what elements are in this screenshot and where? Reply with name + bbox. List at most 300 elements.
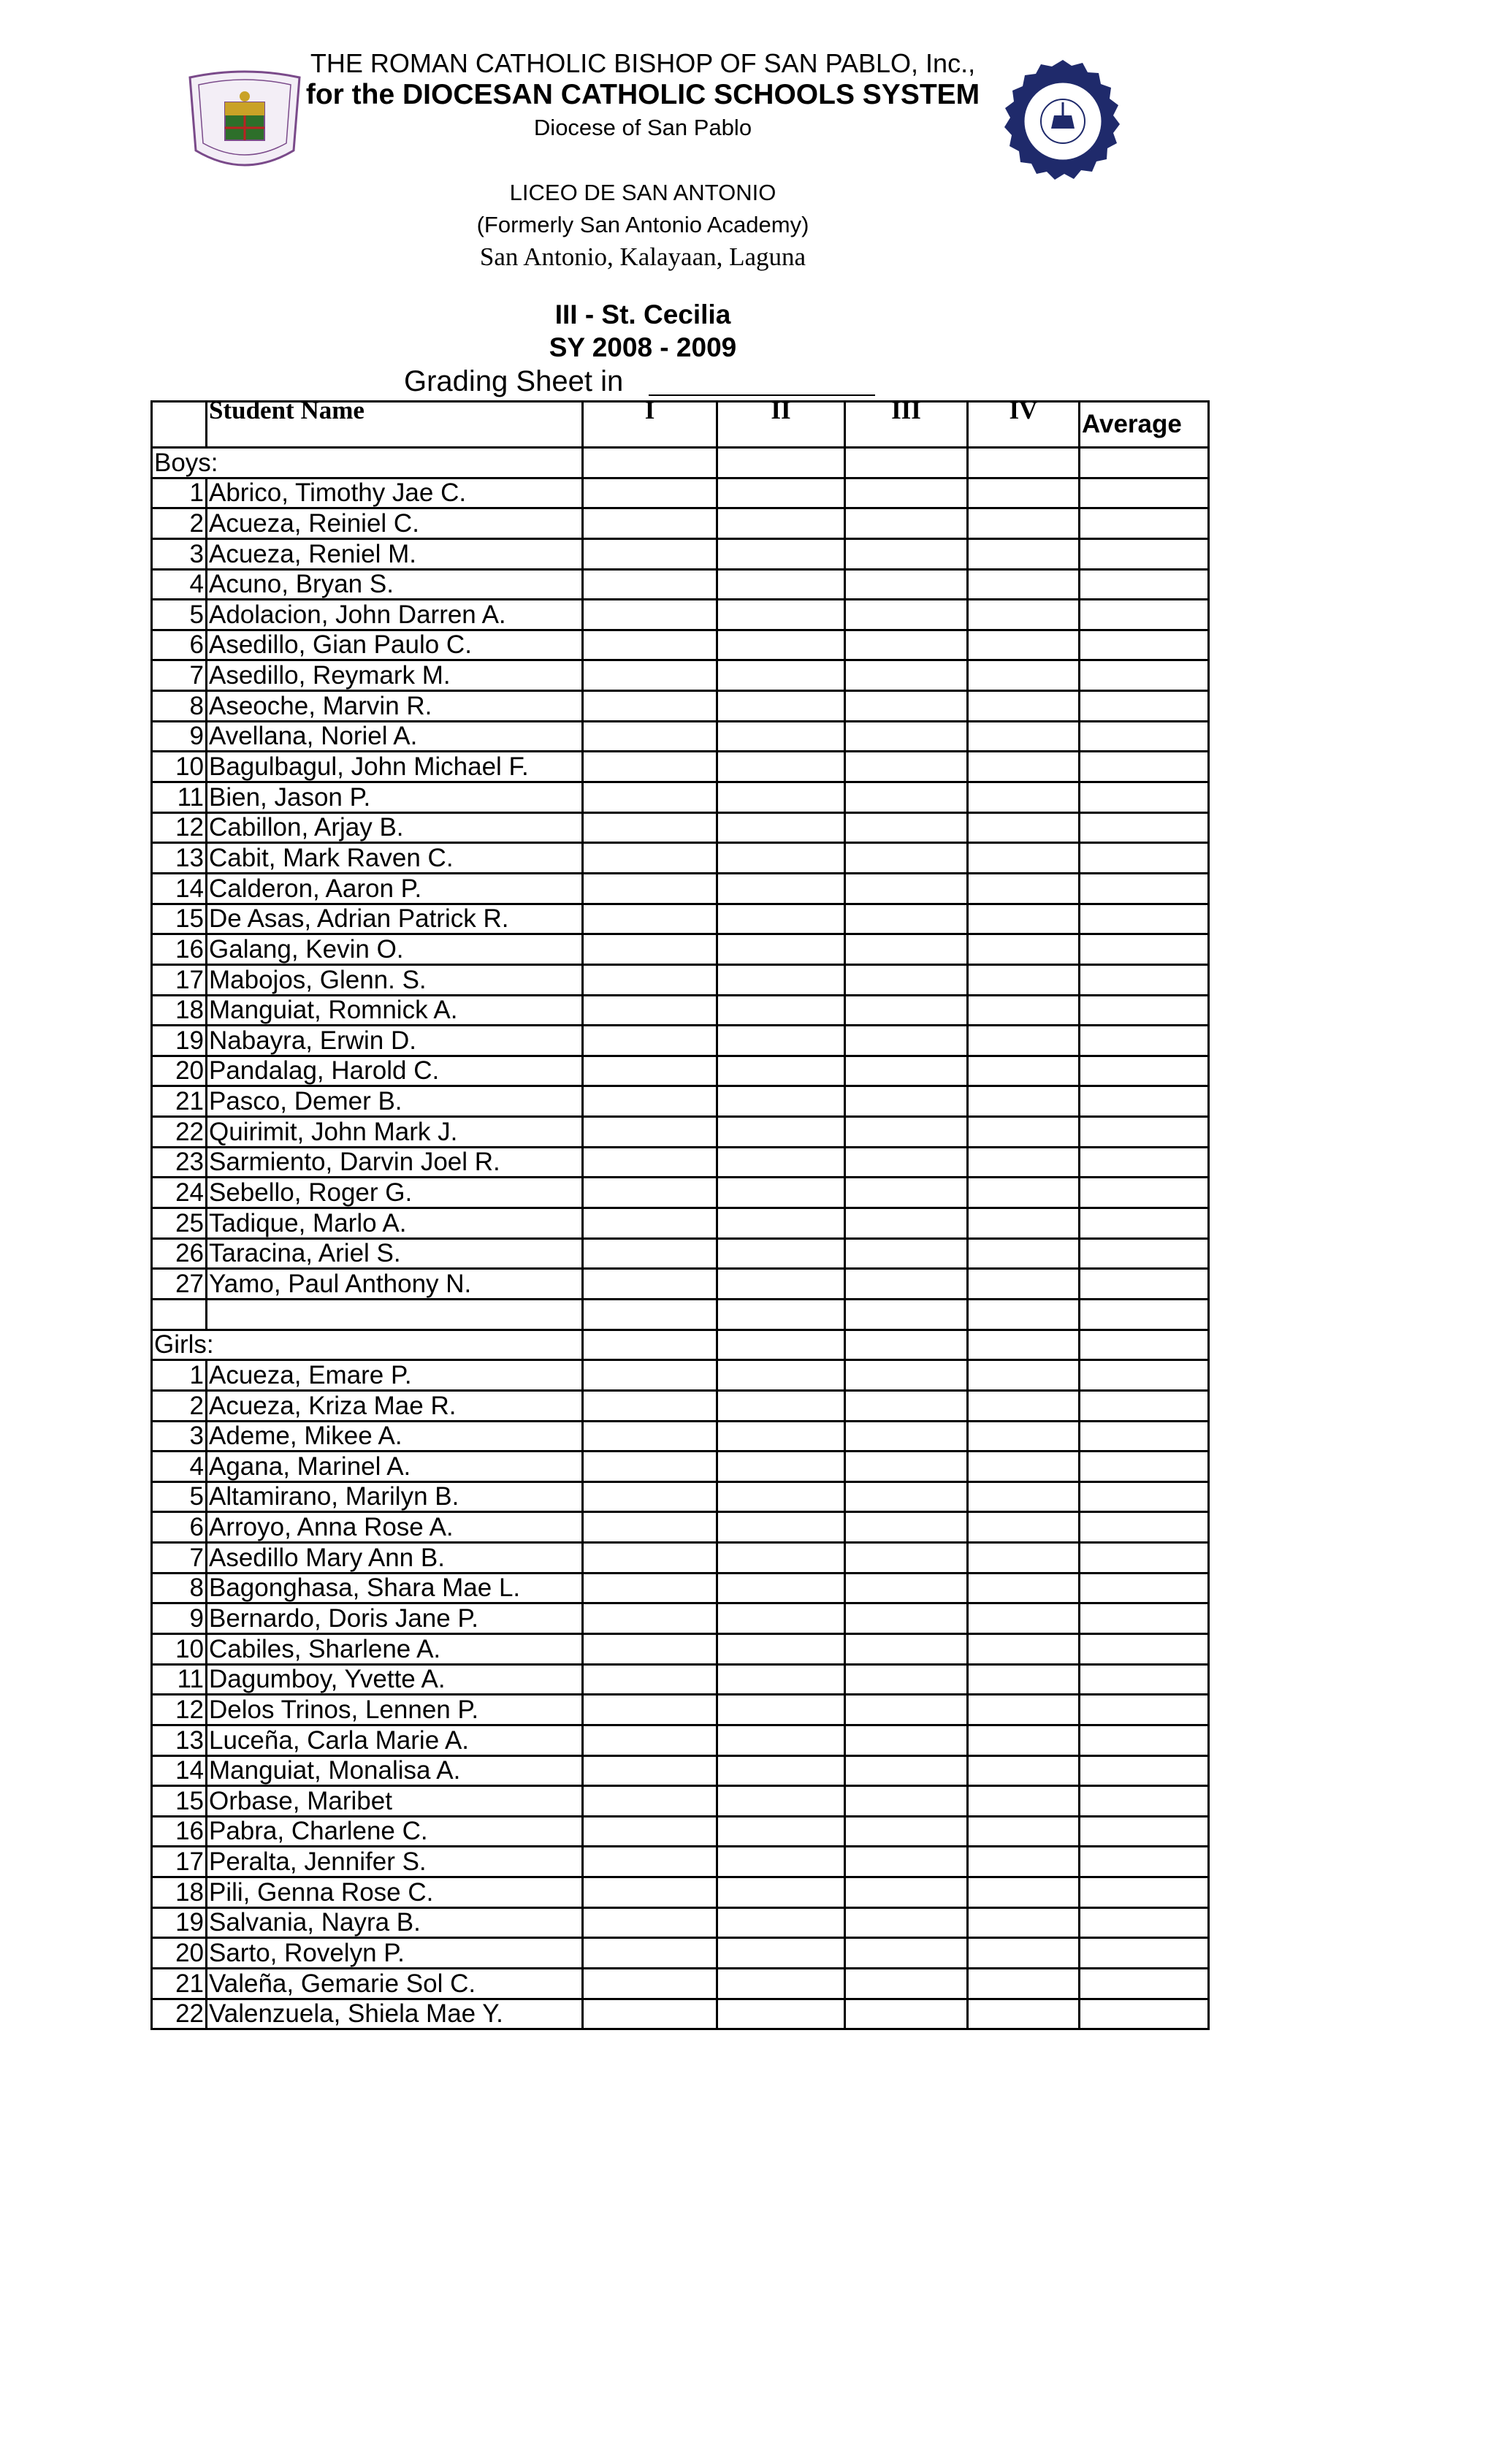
grade-cell-q3[interactable] [845, 1512, 968, 1543]
grade-cell-avg[interactable] [1080, 1816, 1209, 1847]
grade-cell-q3[interactable] [845, 1969, 968, 1999]
student-name: Yamo, Paul Anthony N. [207, 1269, 583, 1300]
grade-cell-avg[interactable] [1080, 904, 1209, 934]
grade-cell-q4[interactable] [968, 1360, 1080, 1391]
grade-cell-avg[interactable] [1080, 873, 1209, 904]
grade-cell-q4[interactable] [968, 1573, 1080, 1603]
grade-cell-q1[interactable] [583, 1999, 717, 2029]
grade-cell-avg[interactable] [1080, 478, 1209, 508]
grade-cell-q1[interactable] [583, 1208, 717, 1239]
grade-cell-q4[interactable] [968, 843, 1080, 874]
grade-cell-q2[interactable] [717, 1755, 845, 1786]
formerly-line: (Formerly San Antonio Academy) [476, 212, 809, 237]
grade-cell-q2[interactable] [717, 660, 845, 691]
grade-cell-q1[interactable] [583, 660, 717, 691]
grade-cell-avg[interactable] [1080, 1999, 1209, 2029]
grade-cell-q4[interactable] [968, 904, 1080, 934]
grade-cell-q4[interactable] [968, 1877, 1080, 1908]
grade-cell-q4[interactable] [968, 1269, 1080, 1300]
grade-cell-avg[interactable] [1080, 812, 1209, 843]
grade-cell-avg[interactable] [1080, 752, 1209, 782]
grade-cell-q3[interactable] [845, 1603, 968, 1634]
grade-cell-q2[interactable] [717, 782, 845, 813]
student-name: Aseoche, Marvin R. [207, 691, 583, 722]
grade-cell-q1[interactable] [583, 1543, 717, 1574]
grade-cell-q2[interactable] [717, 600, 845, 630]
grade-cell-q2[interactable] [717, 1816, 845, 1847]
grade-cell-q2[interactable] [717, 843, 845, 874]
student-name: Manguiat, Romnick A. [207, 995, 583, 1026]
grade-cell-avg[interactable] [1080, 1512, 1209, 1543]
student-name: Galang, Kevin O. [207, 934, 583, 965]
grade-cell-q1[interactable] [583, 1938, 717, 1969]
grade-cell-q4[interactable] [968, 752, 1080, 782]
grade-cell-q4[interactable] [968, 1816, 1080, 1847]
grade-cell-q2 [717, 1330, 845, 1360]
grade-cell-q4[interactable] [968, 1969, 1080, 1999]
grade-cell-q3[interactable] [845, 812, 968, 843]
grade-cell-avg[interactable] [1080, 1907, 1209, 1938]
grade-cell-q2[interactable] [717, 1026, 845, 1056]
grade-cell-q1[interactable] [583, 1452, 717, 1482]
grade-cell-q3[interactable] [845, 1999, 968, 2029]
grade-cell-q4[interactable] [968, 1938, 1080, 1969]
student-name: Orbase, Maribet [207, 1786, 583, 1817]
grade-cell-q2[interactable] [717, 1421, 845, 1452]
student-row [152, 1178, 1209, 1208]
grade-cell-q1[interactable] [583, 569, 717, 600]
grade-cell-q4[interactable] [968, 1907, 1080, 1938]
student-number: 24 [152, 1178, 207, 1208]
grade-cell-q3[interactable] [845, 1877, 968, 1908]
grade-cell-q4[interactable] [968, 1543, 1080, 1574]
grade-cell-q2[interactable] [717, 1512, 845, 1543]
grade-cell-avg[interactable] [1080, 1847, 1209, 1877]
grade-cell-q3[interactable] [845, 995, 968, 1026]
grade-cell-avg[interactable] [1080, 630, 1209, 660]
grade-cell-avg[interactable] [1080, 843, 1209, 874]
grade-cell-q1 [583, 1330, 717, 1360]
blank-cell [207, 1299, 583, 1330]
grade-cell-avg[interactable] [1080, 660, 1209, 691]
grade-cell-q1[interactable] [583, 782, 717, 813]
grade-cell-q1[interactable] [583, 1178, 717, 1208]
grade-cell-q3[interactable] [845, 1907, 968, 1938]
grade-cell-q3[interactable] [845, 873, 968, 904]
grade-cell-q1[interactable] [583, 1390, 717, 1421]
student-row [152, 1208, 1209, 1239]
grade-cell-q2[interactable] [717, 1452, 845, 1482]
grade-cell-q1[interactable] [583, 1238, 717, 1269]
grade-cell-q1[interactable] [583, 1147, 717, 1178]
grade-cell-q2[interactable] [717, 1877, 845, 1908]
grade-cell-q3[interactable] [845, 478, 968, 508]
grade-cell-q4[interactable] [968, 600, 1080, 630]
grade-cell-avg[interactable] [1080, 600, 1209, 630]
grade-cell-q2[interactable] [717, 1695, 845, 1725]
grade-cell-q2[interactable] [717, 721, 845, 752]
grade-cell-q4[interactable] [968, 1725, 1080, 1755]
grade-cell-q4[interactable] [968, 873, 1080, 904]
grade-cell-q3[interactable] [845, 752, 968, 782]
grade-cell-q4[interactable] [968, 782, 1080, 813]
owner-line: THE ROMAN CATHOLIC BISHOP OF SAN PABLO, Inc., [310, 48, 976, 78]
student-number: 6 [152, 630, 207, 660]
grade-cell-avg[interactable] [1080, 721, 1209, 752]
grade-cell-avg[interactable] [1080, 1056, 1209, 1086]
grade-cell-q4[interactable] [968, 1847, 1080, 1877]
student-number: 12 [152, 812, 207, 843]
grade-cell-q3[interactable] [845, 1178, 968, 1208]
grade-cell-avg[interactable] [1080, 1938, 1209, 1969]
student-row [152, 691, 1209, 722]
grade-cell-q1[interactable] [583, 1695, 717, 1725]
grade-cell-q4[interactable] [968, 964, 1080, 995]
grade-cell-q1[interactable] [583, 1725, 717, 1755]
grade-cell-q2[interactable] [717, 812, 845, 843]
grade-cell-q2[interactable] [717, 1603, 845, 1634]
grade-cell-q3[interactable] [845, 1238, 968, 1269]
grade-cell-q1[interactable] [583, 1117, 717, 1148]
grade-cell-q2[interactable] [717, 1056, 845, 1086]
student-row [152, 1938, 1209, 1969]
student-name: Sarto, Rovelyn P. [207, 1938, 583, 1969]
grade-cell-q3[interactable] [845, 1390, 968, 1421]
grade-cell-q4[interactable] [968, 1421, 1080, 1452]
student-number: 18 [152, 1877, 207, 1908]
grade-cell-q2[interactable] [717, 904, 845, 934]
grade-cell-avg[interactable] [1080, 964, 1209, 995]
grade-cell-avg [1080, 1330, 1209, 1360]
student-row [152, 1816, 1209, 1847]
grade-cell-q4[interactable] [968, 1481, 1080, 1512]
grade-cell-q4[interactable] [968, 1238, 1080, 1269]
grade-cell-avg[interactable] [1080, 1178, 1209, 1208]
student-row [152, 478, 1209, 508]
grade-cell-q1[interactable] [583, 873, 717, 904]
grade-cell-q1[interactable] [583, 934, 717, 965]
grade-cell-avg[interactable] [1080, 538, 1209, 569]
grade-cell-q2[interactable] [717, 569, 845, 600]
grade-cell-q4[interactable] [968, 1086, 1080, 1117]
grade-cell-q2[interactable] [717, 1938, 845, 1969]
grade-cell-q2[interactable] [717, 1847, 845, 1877]
grade-cell-avg[interactable] [1080, 1421, 1209, 1452]
grade-cell-q3[interactable] [845, 1360, 968, 1391]
student-name: Pili, Genna Rose C. [207, 1877, 583, 1908]
grade-cell-q4[interactable] [968, 1512, 1080, 1543]
grade-cell-q4[interactable] [968, 812, 1080, 843]
blank-cell [845, 1299, 968, 1330]
grade-cell-q3[interactable] [845, 1117, 968, 1148]
grade-cell-q3[interactable] [845, 1208, 968, 1239]
grade-cell-q2[interactable] [717, 1208, 845, 1239]
grade-cell-q4[interactable] [968, 1695, 1080, 1725]
grade-cell-avg[interactable] [1080, 1238, 1209, 1269]
grade-cell-q3[interactable] [845, 934, 968, 965]
grade-cell-q1[interactable] [583, 1755, 717, 1786]
grade-cell-q4[interactable] [968, 1452, 1080, 1482]
grade-cell-q4 [968, 1330, 1080, 1360]
grade-cell-q2[interactable] [717, 934, 845, 965]
grade-cell-avg[interactable] [1080, 1603, 1209, 1634]
student-row [152, 1026, 1209, 1056]
grade-cell-q2[interactable] [717, 1117, 845, 1148]
grade-cell-q1[interactable] [583, 538, 717, 569]
grade-cell-q2[interactable] [717, 1999, 845, 2029]
grade-cell-avg[interactable] [1080, 1086, 1209, 1117]
student-name: Asedillo Mary Ann B. [207, 1543, 583, 1574]
grade-cell-avg[interactable] [1080, 691, 1209, 722]
grade-cell-q2[interactable] [717, 1086, 845, 1117]
address-line: San Antonio, Kalayaan, Laguna [479, 243, 806, 271]
grade-cell-q3[interactable] [845, 1725, 968, 1755]
student-name: Arroyo, Anna Rose A. [207, 1512, 583, 1543]
grade-cell-q1[interactable] [583, 752, 717, 782]
grade-cell-avg[interactable] [1080, 1390, 1209, 1421]
grade-cell-q4[interactable] [968, 508, 1080, 539]
grade-cell-q2[interactable] [717, 630, 845, 660]
grade-cell-q1[interactable] [583, 1603, 717, 1634]
grade-cell-q4[interactable] [968, 1633, 1080, 1664]
grade-cell-q4[interactable] [968, 660, 1080, 691]
grade-cell-q1[interactable] [583, 1481, 717, 1512]
grade-cell-avg[interactable] [1080, 1117, 1209, 1148]
grade-cell-avg[interactable] [1080, 569, 1209, 600]
grade-cell-q1[interactable] [583, 1573, 717, 1603]
grade-cell-q3[interactable] [845, 1543, 968, 1574]
grade-cell-q1[interactable] [583, 600, 717, 630]
grade-cell-q3[interactable] [845, 1786, 968, 1817]
grade-cell-q1[interactable] [583, 1969, 717, 1999]
grade-cell-q1[interactable] [583, 1421, 717, 1452]
grade-cell-q4[interactable] [968, 1999, 1080, 2029]
grade-cell-q3[interactable] [845, 1086, 968, 1117]
grade-cell-q1[interactable] [583, 1269, 717, 1300]
grade-cell-q3[interactable] [845, 964, 968, 995]
grade-cell-q3[interactable] [845, 569, 968, 600]
grade-cell-q3[interactable] [845, 1421, 968, 1452]
grade-cell-q1[interactable] [583, 1360, 717, 1391]
grade-cell-avg[interactable] [1080, 508, 1209, 539]
grade-cell-q3[interactable] [845, 1633, 968, 1664]
blank-cell [583, 1299, 717, 1330]
grade-cell-q3[interactable] [845, 1147, 968, 1178]
grade-cell-q1[interactable] [583, 995, 717, 1026]
grade-cell-q4[interactable] [968, 995, 1080, 1026]
grade-cell-q1[interactable] [583, 691, 717, 722]
grade-cell-avg[interactable] [1080, 782, 1209, 813]
grade-cell-q3[interactable] [845, 1573, 968, 1603]
grade-cell-avg[interactable] [1080, 1573, 1209, 1603]
grade-cell-q4[interactable] [968, 1603, 1080, 1634]
grade-cell-q2[interactable] [717, 873, 845, 904]
grade-cell-q2[interactable] [717, 1725, 845, 1755]
grade-cell-q2[interactable] [717, 1786, 845, 1817]
grade-cell-avg[interactable] [1080, 1725, 1209, 1755]
grade-cell-q2[interactable] [717, 1573, 845, 1603]
grade-cell-avg[interactable] [1080, 1026, 1209, 1056]
grade-cell-q1[interactable] [583, 1907, 717, 1938]
grade-cell-q4[interactable] [968, 478, 1080, 508]
grade-cell-q4[interactable] [968, 1786, 1080, 1817]
grade-cell-q4[interactable] [968, 1117, 1080, 1148]
grade-cell-q3[interactable] [845, 600, 968, 630]
grade-cell-q2[interactable] [717, 1633, 845, 1664]
student-number: 11 [152, 782, 207, 813]
grade-cell-q1[interactable] [583, 1086, 717, 1117]
grade-cell-q4[interactable] [968, 1147, 1080, 1178]
grade-cell-q2[interactable] [717, 1269, 845, 1300]
student-name: Manguiat, Monalisa A. [207, 1755, 583, 1786]
school-year: SY 2008 - 2009 [549, 332, 737, 362]
grade-cell-q1[interactable] [583, 508, 717, 539]
grade-cell-q3[interactable] [845, 1664, 968, 1695]
grade-cell-avg[interactable] [1080, 1877, 1209, 1908]
grade-cell-q4[interactable] [968, 1208, 1080, 1239]
student-row [152, 752, 1209, 782]
student-name: Abrico, Timothy Jae C. [207, 478, 583, 508]
grade-cell-q1[interactable] [583, 1633, 717, 1664]
student-number: 22 [152, 1999, 207, 2029]
student-row [152, 1056, 1209, 1086]
grade-cell-q3[interactable] [845, 721, 968, 752]
header-average: Average [1080, 402, 1209, 448]
grade-cell-q2[interactable] [717, 1664, 845, 1695]
grade-cell-q3[interactable] [845, 1816, 968, 1847]
grade-cell-q3[interactable] [845, 538, 968, 569]
grade-cell-avg[interactable] [1080, 1755, 1209, 1786]
grade-cell-q2[interactable] [717, 1543, 845, 1574]
student-name: Asedillo, Gian Paulo C. [207, 630, 583, 660]
grade-cell-q3[interactable] [845, 904, 968, 934]
grade-cell-q2[interactable] [717, 1969, 845, 1999]
grade-cell-q3[interactable] [845, 1481, 968, 1512]
student-name: Altamirano, Marilyn B. [207, 1481, 583, 1512]
grade-cell-q3[interactable] [845, 782, 968, 813]
grade-cell-avg[interactable] [1080, 1208, 1209, 1239]
grade-cell-q1[interactable] [583, 1056, 717, 1086]
grade-cell-q4[interactable] [968, 1026, 1080, 1056]
grade-cell-q1[interactable] [583, 1877, 717, 1908]
grade-cell-q2[interactable] [717, 752, 845, 782]
grade-cell-q1[interactable] [583, 812, 717, 843]
grade-cell-q3[interactable] [845, 1755, 968, 1786]
grade-cell-q2[interactable] [717, 1390, 845, 1421]
grade-cell-q4[interactable] [968, 691, 1080, 722]
grade-cell-q4[interactable] [968, 721, 1080, 752]
student-number: 3 [152, 538, 207, 569]
grade-cell-q2[interactable] [717, 1481, 845, 1512]
grade-cell-q4[interactable] [968, 1178, 1080, 1208]
grade-cell-q4[interactable] [968, 538, 1080, 569]
grade-cell-q3[interactable] [845, 1452, 968, 1482]
grade-cell-q2[interactable] [717, 964, 845, 995]
boys-label-cell: Boys: [152, 448, 583, 478]
grade-cell-q3 [845, 448, 968, 478]
student-row [152, 660, 1209, 691]
grade-cell-q4[interactable] [968, 569, 1080, 600]
grade-cell-q2[interactable] [717, 1238, 845, 1269]
grade-cell-q3[interactable] [845, 660, 968, 691]
student-name: Acueza, Reiniel C. [207, 508, 583, 539]
grade-cell-avg[interactable] [1080, 1664, 1209, 1695]
grade-cell-q3[interactable] [845, 1695, 968, 1725]
grade-cell-q2[interactable] [717, 1178, 845, 1208]
grade-cell-q2[interactable] [717, 478, 845, 508]
grade-cell-q3[interactable] [845, 1847, 968, 1877]
header-row [152, 402, 1209, 448]
grade-cell-q3[interactable] [845, 630, 968, 660]
grade-cell-q1[interactable] [583, 1512, 717, 1543]
grade-cell-q2[interactable] [717, 995, 845, 1026]
grade-cell-avg[interactable] [1080, 1633, 1209, 1664]
system-line: for the DIOCESAN CATHOLIC SCHOOLS SYSTEM [305, 79, 980, 110]
student-row [152, 569, 1209, 600]
grade-cell-q3[interactable] [845, 1056, 968, 1086]
student-name: Pabra, Charlene C. [207, 1816, 583, 1847]
grade-cell-q4[interactable] [968, 1390, 1080, 1421]
grade-cell-avg[interactable] [1080, 1147, 1209, 1178]
header-student-name: Student Name [207, 402, 583, 448]
grade-cell-avg[interactable] [1080, 934, 1209, 965]
grade-cell-avg[interactable] [1080, 1269, 1209, 1300]
grade-cell-q4[interactable] [968, 630, 1080, 660]
grade-cell-avg[interactable] [1080, 1481, 1209, 1512]
grade-cell-q1[interactable] [583, 1664, 717, 1695]
grade-cell-q4[interactable] [968, 934, 1080, 965]
grade-cell-q4[interactable] [968, 1755, 1080, 1786]
grade-cell-avg[interactable] [1080, 1360, 1209, 1391]
grade-cell-q3[interactable] [845, 843, 968, 874]
grade-cell-q1[interactable] [583, 843, 717, 874]
grade-cell-q1[interactable] [583, 964, 717, 995]
grade-cell-avg[interactable] [1080, 1452, 1209, 1482]
grade-cell-q3[interactable] [845, 691, 968, 722]
grade-cell-q2[interactable] [717, 691, 845, 722]
student-row [152, 1633, 1209, 1664]
grade-cell-q1[interactable] [583, 1816, 717, 1847]
grade-cell-q4[interactable] [968, 1664, 1080, 1695]
student-row [152, 538, 1209, 569]
grade-cell-q3[interactable] [845, 1026, 968, 1056]
grade-cell-q1[interactable] [583, 904, 717, 934]
grade-cell-avg[interactable] [1080, 995, 1209, 1026]
grade-cell-q3[interactable] [845, 508, 968, 539]
grade-cell-q3[interactable] [845, 1938, 968, 1969]
student-name: Agana, Marinel A. [207, 1452, 583, 1482]
grade-cell-q3[interactable] [845, 1269, 968, 1300]
grade-cell-q4 [968, 448, 1080, 478]
grade-cell-q1[interactable] [583, 1026, 717, 1056]
grade-cell-avg[interactable] [1080, 1786, 1209, 1817]
grade-cell-q2[interactable] [717, 508, 845, 539]
grade-cell-q4[interactable] [968, 1056, 1080, 1086]
grade-cell-q1[interactable] [583, 1847, 717, 1877]
grade-cell-q2[interactable] [717, 1147, 845, 1178]
grade-cell-avg[interactable] [1080, 1695, 1209, 1725]
grade-cell-q1[interactable] [583, 1786, 717, 1817]
grade-cell-avg[interactable] [1080, 1969, 1209, 1999]
grade-cell-q2[interactable] [717, 1907, 845, 1938]
grade-cell-avg[interactable] [1080, 1543, 1209, 1574]
grade-cell-q1[interactable] [583, 721, 717, 752]
grade-cell-q2[interactable] [717, 1360, 845, 1391]
grade-cell-q1[interactable] [583, 630, 717, 660]
grade-cell-q1[interactable] [583, 478, 717, 508]
student-row [152, 1999, 1209, 2029]
grade-cell-q2[interactable] [717, 538, 845, 569]
